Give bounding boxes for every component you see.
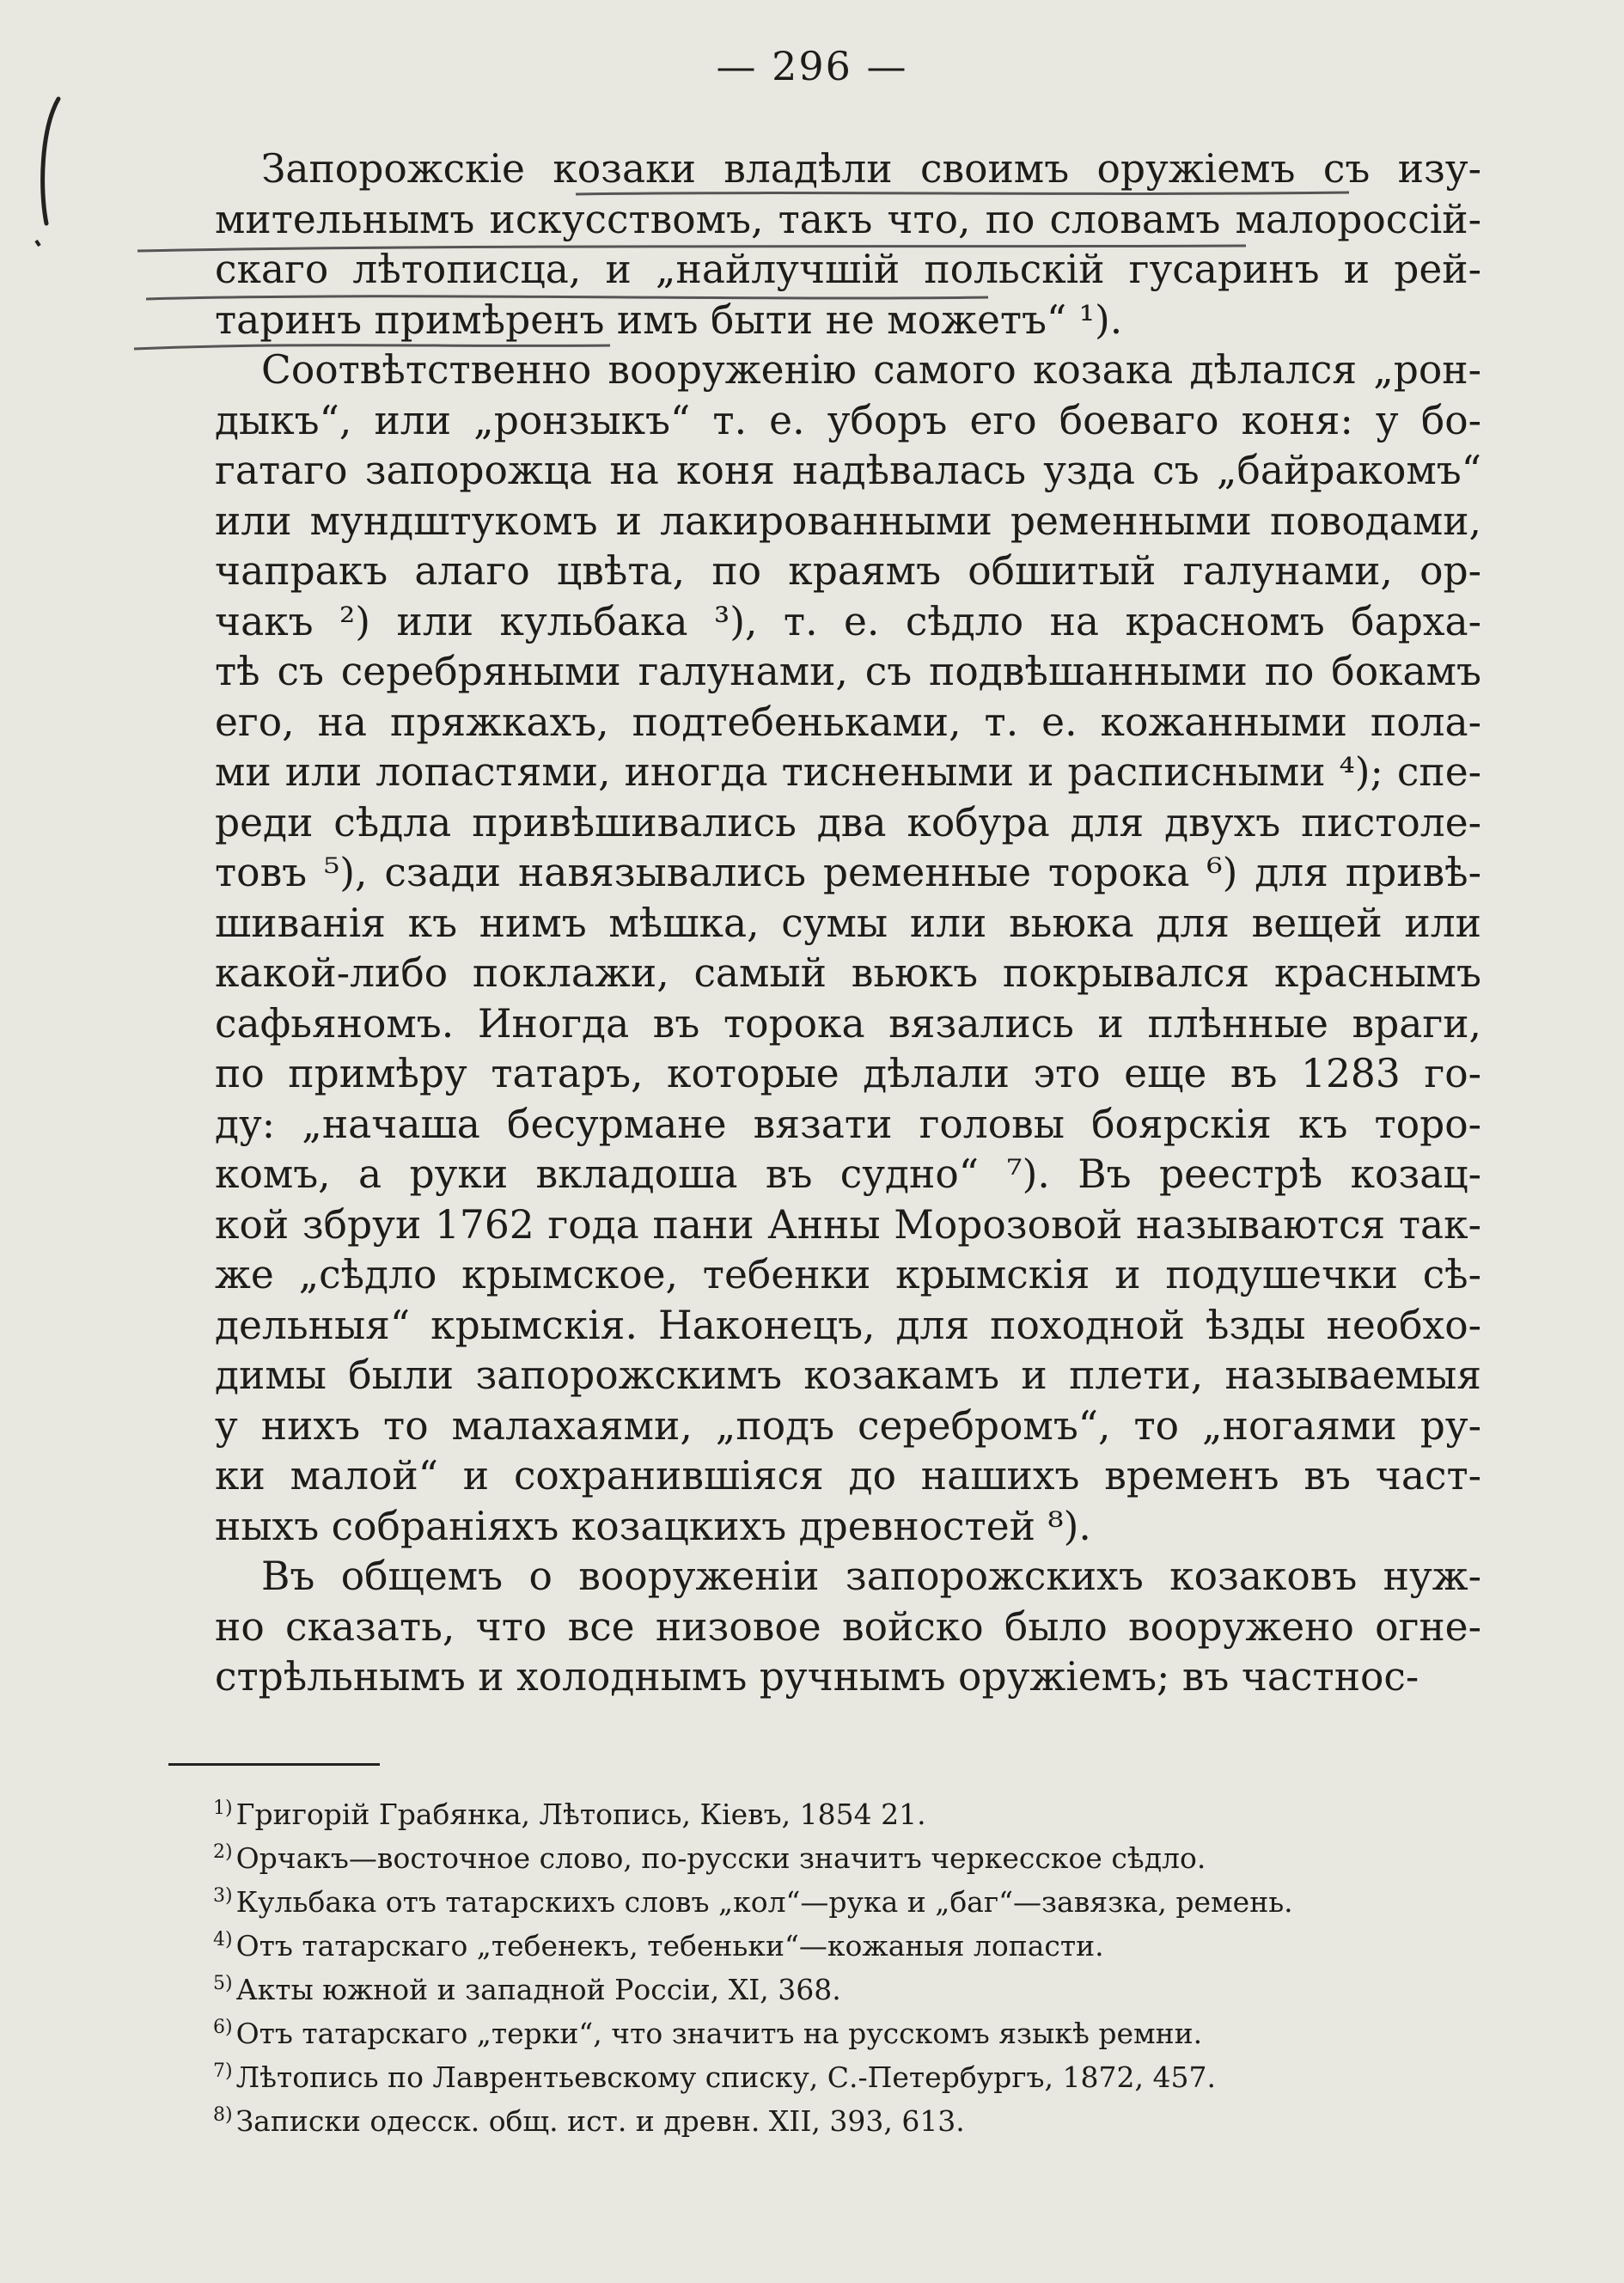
- footnote-item: [213, 2055, 1502, 2099]
- text-line: мительнымъ искусствомъ, такъ что, по словамъ малороссій-: [215, 196, 1481, 242]
- text-line: ныхъ собраніяхъ козацкихъ древностей ⁸).: [215, 1503, 1091, 1549]
- paragraph-3: [168, 1552, 1481, 1703]
- text-line: ду: „начаша бесурмане вязати головы боярскія къ торо-: [215, 1101, 1481, 1147]
- footnote-item: [213, 1924, 1502, 1968]
- paragraph-1: [168, 144, 1481, 345]
- text-line: шиванія къ нимъ мѣшка, сумы или вьюка для вещей или: [215, 900, 1481, 946]
- text-line: чапракъ алаго цвѣта, по краямъ обшитый галунами, ор-: [215, 548, 1481, 594]
- text-line: чакъ ²) или кульбака ³), т. е. сѣдло на красномъ барха-: [215, 598, 1481, 644]
- text-line: дыкъ“, или „ронзыкъ“ т. е. уборъ его боеваго коня: у бо-: [215, 397, 1481, 443]
- footnote-text: Отъ татарскаго „терки“, что значитъ на русскомъ языкѣ ремни.: [235, 2017, 1203, 2050]
- footnote-item: [213, 2099, 1502, 2143]
- footnote-separator: [168, 1763, 380, 1766]
- text-line: по примѣру татаръ, которые дѣлали это еще въ 1283 го-: [215, 1051, 1481, 1096]
- footnote-item: [213, 1880, 1502, 1924]
- footnote-text: Акты южной и западной Россіи, XI, 368.: [235, 1973, 841, 2006]
- text-line: кой збруи 1762 года пани Анны Морозовой называются так-: [215, 1201, 1481, 1248]
- text-line: Запорожскіе козаки владѣли своимъ оружіемъ съ изу-: [261, 146, 1481, 192]
- footnote-text: Орчакъ—восточное слово, по-русски значитъ черкесское сѣдло.: [235, 1841, 1206, 1875]
- footnote-text: Григорій Грабянка, Лѣтопись, Кіевъ, 1854 21.: [235, 1798, 926, 1831]
- text-line: ки малой“ и сохранившіяся до нашихъ временъ въ част-: [215, 1453, 1481, 1499]
- text-line: какой-либо поклажи, самый вьюкъ покрывался краснымъ: [215, 950, 1481, 996]
- footnote-item: [213, 1968, 1502, 2011]
- footnote-mark: 5): [213, 1973, 233, 1994]
- footnote-mark: 2): [213, 1841, 233, 1863]
- text-line: товъ ⁵), сзади навязывались ременные торока ⁶) для привѣ-: [215, 850, 1481, 895]
- text-line: реди сѣдла привѣшивались два кобура для двухъ пистоле-: [215, 799, 1481, 845]
- footnote-text: Записки одесск. общ. ист. и древн. XII, 393, 613.: [235, 2104, 965, 2138]
- text-line: скаго лѣтописца, и „найлучшій польскій гусаринъ и рей-: [215, 247, 1481, 292]
- text-line: стрѣльнымъ и холоднымъ ручнымъ оружіемъ; въ частнос-: [215, 1654, 1419, 1700]
- footnote-item: [213, 2011, 1502, 2055]
- text-line: дельныя“ крымскія. Наконецъ, для походной ѣзды необхо-: [215, 1302, 1481, 1348]
- text-line: же „сѣдло крымское, тебенки крымскія и подушечки сѣ-: [215, 1252, 1481, 1297]
- text-line: сафьяномъ. Иногда въ торока вязались и плѣнные враги,: [215, 1000, 1481, 1047]
- footnotes-list: [213, 1792, 1502, 2143]
- footnote-mark: 8): [213, 2104, 233, 2126]
- text-line: тѣ съ серебряными галунами, съ подвѣшанными по бокамъ: [215, 649, 1481, 694]
- footnote-item: [213, 1792, 1502, 1836]
- text-line: таринъ примѣренъ имъ быти не можетъ“ ¹).: [215, 296, 1123, 343]
- text-line: но сказать, что все низовое войско было вооружено огне-: [215, 1603, 1481, 1650]
- footnote-mark: 1): [213, 1798, 233, 1819]
- pencil-margin-mark: [24, 95, 76, 249]
- text-line: Соотвѣтственно вооруженію самого козака дѣлался „рон-: [261, 347, 1481, 393]
- page-number: — 296 —: [716, 43, 908, 89]
- footnote-text: Лѣтопись по Лаврентьевскому списку, С.-Петербургъ, 1872, 457.: [235, 2060, 1216, 2094]
- footnote-text: Отъ татарскаго „тебенекъ, тебеньки“—кожаныя лопасти.: [235, 1929, 1104, 1963]
- text-line: димы были запорожскимъ козакамъ и плети, называемыя: [215, 1352, 1481, 1398]
- footnote-mark: 4): [213, 1929, 233, 1950]
- footnote-text: Кульбака отъ татарскихъ словъ „кол“—рука и „баг“—завязка, ремень.: [235, 1885, 1293, 1919]
- footnote-item: [213, 1836, 1502, 1880]
- text-line: гатаго запорожца на коня надѣвалась узда съ „байракомъ“: [215, 448, 1481, 493]
- text-line: комъ, а руки вкладоша въ судно“ ⁷). Въ реестрѣ козац-: [215, 1151, 1481, 1197]
- text-line: или мундштукомъ и лакированными ременными поводами,: [215, 497, 1481, 544]
- text-line: Въ общемъ о вооруженіи запорожскихъ козаковъ нуж-: [261, 1554, 1481, 1599]
- text-line: ми или лопастями, иногда тиснеными и расписными ⁴); спе-: [215, 749, 1481, 795]
- footnote-mark: 6): [213, 2017, 233, 2038]
- text-line: его, на пряжкахъ, подтебеньками, т. е. кожанными пола-: [215, 699, 1481, 745]
- footnote-mark: 3): [213, 1885, 233, 1907]
- footnote-mark: 7): [213, 2060, 233, 2082]
- text-line: у нихъ то малахаями, „подъ серебромъ“, то „ногаями ру-: [215, 1402, 1481, 1449]
- paragraph-2: [168, 345, 1481, 1552]
